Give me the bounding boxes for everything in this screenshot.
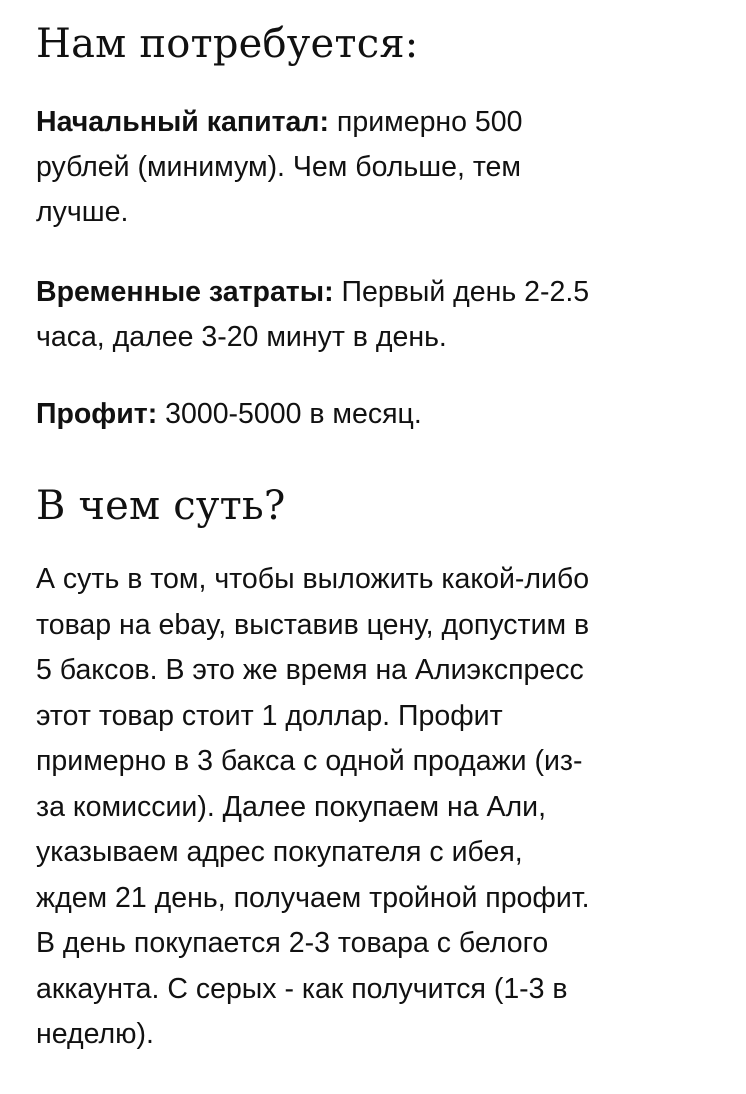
profit-label: Профит: <box>36 398 158 430</box>
capital-text: примерно 500 рублей (минимум). Чем больше, тем лучше. <box>36 106 523 228</box>
essence-paragraph: А суть в том, чтобы выложить какой-либо товар на ebay, выставив цену, допустим в 5 баксов. В это же время на Алиэкспресс этот товар стоит 1 доллар. Профит примерно в 3 бакса с одной продажи (из- за комиссии). Далее покупаем на Али, указываем адрес покупателя с ибея, ждем 21 день, получаем тройной профит. В день покупается 2-3 товара с белого аккаунта. С серых - как получится (1-3 в неделю). <box>36 563 590 1050</box>
time-paragraph <box>36 270 726 360</box>
profit-paragraph <box>36 392 726 437</box>
capital-label: Начальный капитал: <box>36 106 329 138</box>
requirements-heading: Нам потребуется: <box>36 21 419 67</box>
capital-paragraph <box>36 100 676 235</box>
time-text: Первый день 2-2.5 часа, далее 3-20 минут в день. <box>36 276 590 353</box>
profit-text: 3000-5000 в месяц. <box>157 398 422 430</box>
time-label: Временные затраты: <box>36 276 334 308</box>
essence-heading: В чем суть? <box>36 483 286 529</box>
